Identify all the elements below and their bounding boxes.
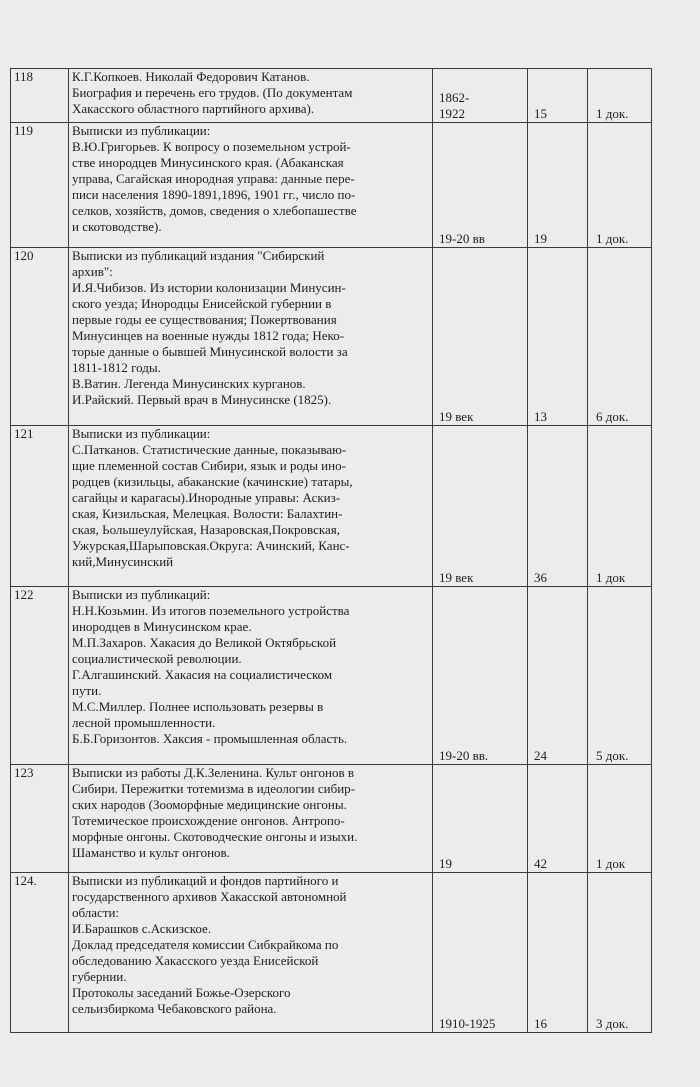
row-number: 121 [11,426,69,587]
row-dates [433,426,528,587]
description-line: В.Ю.Григорьев. К вопросу о поземельном устрой- [72,139,351,154]
row-number: 122 [11,587,69,765]
description-line: М.С.Миллер. Полнее использовать резервы в [72,699,324,714]
row-dates [433,587,528,765]
description-line: Выписки из публикаций и фондов партийного и [72,873,339,888]
description-line: морфные онгоны. Скотоводческие онгоны и изыхи. [72,829,358,844]
date-line: 19 век [439,409,474,424]
description-line: ская, Ьольшеулуйская, Назаровская,Покровская, [72,522,340,537]
inventory-rows [11,69,652,1033]
table-row [11,248,652,426]
description-line: Минусинцев на военные нужды 1812 года; Неко- [72,328,345,343]
description-line: Выписки из публикаций издания "Сибирский [72,248,325,263]
row-description [69,123,433,248]
doc-count: 5 док. [596,748,629,763]
table-row [11,765,652,873]
description-line: Б.Б.Горизонтов. Хаксия - промышленная область. [72,731,348,746]
description-line: управа, Сагайская инородная управа: данные пере- [72,171,355,186]
table-row [11,587,652,765]
table-row [11,873,652,1033]
description-line: сельизбиркома Чебаковского района. [72,1001,277,1016]
description-line: Сибири. Пережитки тотемизма в идеологии сибир- [72,781,355,796]
row-dates [433,248,528,426]
row-number: 118 [11,69,69,123]
doc-count: 1 док. [596,106,629,121]
doc-count: 1 док [596,856,626,871]
description-line: лесной промышленности. [72,715,216,730]
row-number: 120 [11,248,69,426]
row-sheets [528,587,588,765]
sheet-count: 15 [534,106,547,121]
date-line: 1862- [439,90,470,105]
description-line: сагайцы и карагасы).Инородные управы: Аскиз- [72,490,341,505]
doc-count: 1 док. [596,231,629,246]
description-line: пути. [72,683,102,698]
description-line: писи населения 1890-1891,1896, 1901 гг., число по- [72,187,356,202]
row-description [69,587,433,765]
description-line: торые данные о бывшей Минусинской волости за [72,344,348,359]
row-docs [588,248,652,426]
description-line: Доклад председателя комиссии Сибкрайкома по [72,937,339,952]
row-sheets [528,248,588,426]
table-row [11,426,652,587]
table-row [11,69,652,123]
description-line: В.Ватин. Легенда Минусинских курганов. [72,376,306,391]
row-dates [433,765,528,873]
sheet-count: 13 [534,409,547,424]
description-line: первые годы ее существования; Пожертвования [72,312,337,327]
row-docs [588,765,652,873]
row-docs [588,123,652,248]
row-sheets [528,69,588,123]
row-docs [588,873,652,1033]
row-description [69,765,433,873]
description-line: Выписки из публикации: [72,123,211,138]
row-number: 123 [11,765,69,873]
description-line: ских народов (Зооморфные медицинские онгоны. [72,797,347,812]
description-line: Шаманство и культ онгонов. [72,845,230,860]
description-line: социалистической революции. [72,651,242,666]
doc-count: 1 док [596,570,626,585]
description-line: губернии. [72,969,127,984]
doc-count: 3 док. [596,1016,629,1031]
description-line: архив": [72,264,113,279]
description-line: Протоколы заседаний Божье-Озерского [72,985,291,1000]
date-line: 19-20 вв. [439,748,489,763]
date-line: 1910-1925 [439,1016,496,1031]
description-line: Тотемическое происхождение онгонов. Антропо- [72,813,345,828]
sheet-count: 24 [534,748,547,763]
description-line: кий,Минусинский [72,554,174,569]
row-description [69,248,433,426]
description-line: И.Я.Чибизов. Из истории колонизации Минусин- [72,280,346,295]
row-sheets [528,765,588,873]
sheet-count: 42 [534,856,547,871]
description-line: Биография и перечень его трудов. (По документам [72,85,353,100]
row-description [69,426,433,587]
doc-count: 6 док. [596,409,629,424]
row-docs [588,587,652,765]
description-line: ская, Кизильская, Мелецкая. Волости: Балахтин- [72,506,343,521]
row-sheets [528,123,588,248]
row-dates [433,123,528,248]
date-line: 19 [439,856,452,871]
sheet-count: 36 [534,570,547,585]
description-line: щие племенной состав Сибири, язык и роды ино- [72,458,346,473]
row-number: 124. [11,873,69,1033]
row-description [69,69,433,123]
row-sheets [528,873,588,1033]
description-line: К.Г.Копкоев. Николай Федорович Катанов. [72,69,310,84]
row-sheets [528,426,588,587]
row-dates [433,873,528,1033]
description-line: селков, хозяйств, домов, сведения о хлебопашестве [72,203,357,218]
description-line: М.П.Захаров. Хакасия до Великой Октябрьской [72,635,337,650]
description-line: И.Райский. Первый врач в Минусинске (1825). [72,392,332,407]
date-line: 19-20 вв [439,231,485,246]
date-line: 19 век [439,570,474,585]
description-line: Г.Алгашинский. Хакасия на социалистическом [72,667,333,682]
description-line: Ужурская,Шарыповская.Округа: Ачинский, Канс- [72,538,350,553]
description-line: Выписки из публикаций: [72,587,211,602]
row-docs [588,69,652,123]
inventory-table [10,68,652,1033]
row-description [69,873,433,1033]
description-line: И.Барашков с.Аскизское. [72,921,212,936]
description-line: инородцев в Минусинском крае. [72,619,252,634]
description-line: и скотоводстве). [72,219,162,234]
description-line: С.Патканов. Статистические данные, показываю- [72,442,347,457]
description-line: 1811-1812 годы. [72,360,161,375]
description-line: родцев (кизильцы, абаканские (качинские) татары, [72,474,353,489]
description-line: Выписки из работы Д.К.Зеленина. Культ онгонов в [72,765,354,780]
description-line: Выписки из публикации: [72,426,211,441]
description-line: Хакасского областного партийного архива). [72,101,315,116]
description-line: обследованию Хакасского уезда Енисейской [72,953,319,968]
table-row [11,123,652,248]
row-number: 119 [11,123,69,248]
sheet-count: 16 [534,1016,547,1031]
row-docs [588,426,652,587]
description-line: стве инородцев Минусинского края. (Абаканская [72,155,344,170]
description-line: государственного архивов Хакасской автономной [72,889,347,904]
date-line: 1922 [439,106,465,121]
description-line: области: [72,905,120,920]
description-line: ского уезда; Инородцы Енисейской губернии в [72,296,332,311]
description-line: Н.Н.Козьмин. Из итогов поземельного устройства [72,603,350,618]
sheet-count: 19 [534,231,547,246]
row-dates [433,69,528,123]
